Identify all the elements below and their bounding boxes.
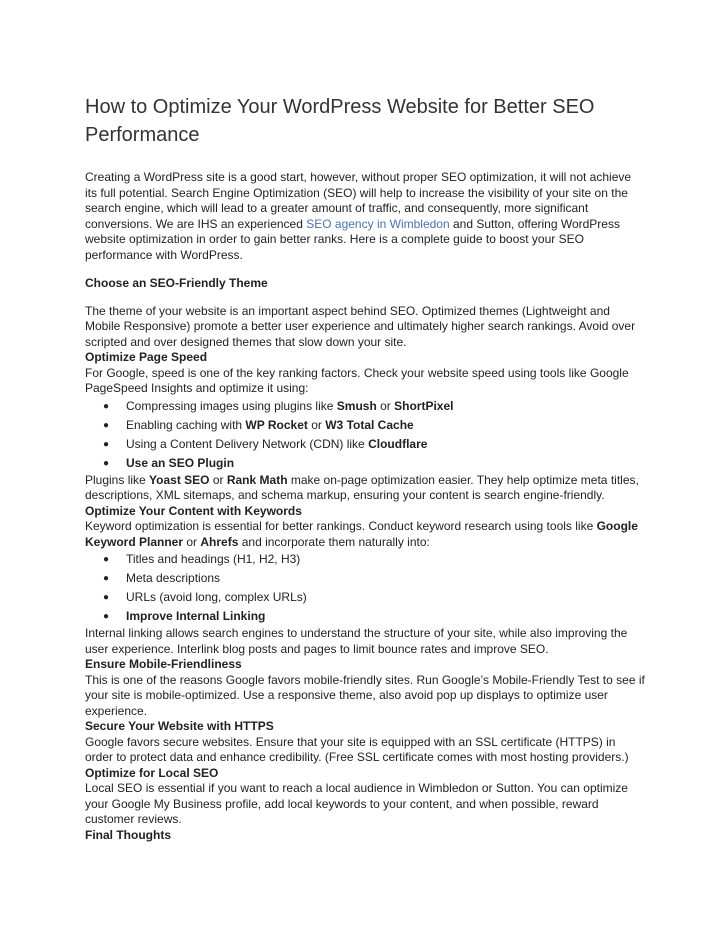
plugin-text: or bbox=[209, 472, 227, 487]
keywords-text: or bbox=[183, 534, 201, 549]
plugin-text: make on-page optimization easier. They help optimize meta titles, descriptions, XML sitemaps, and schema markup, ensuring your content is search engine-friendly. bbox=[85, 472, 639, 502]
plugin-bold: Yoast SEO bbox=[149, 472, 210, 487]
keywords-bold: Ahrefs bbox=[200, 534, 239, 549]
list-item bbox=[85, 550, 645, 569]
list-item-text: Compressing images using plugins like bbox=[126, 398, 337, 413]
list-item bbox=[85, 607, 645, 626]
heading-https: Secure Your Website with HTTPS bbox=[85, 719, 274, 733]
list-item-text: Meta descriptions bbox=[126, 571, 221, 585]
plugin-text: Plugins like bbox=[85, 472, 150, 487]
https-paragraph: Google favors secure websites. Ensure that your site is equipped with an SSL certificate (HTTPS) in order to protect data and enhance credibility. (Free SSL certificate comes with most hosting providers.) bbox=[85, 734, 629, 764]
list-item bbox=[85, 435, 645, 454]
list-item-text: or bbox=[376, 398, 395, 413]
list-item-text: Titles and headings (H1, H2, H3) bbox=[126, 552, 301, 566]
list-item-bold: ShortPixel bbox=[394, 398, 454, 413]
seo-agency-link[interactable]: SEO agency in Wimbledon bbox=[306, 216, 450, 231]
heading-seo-plugin: Use an SEO Plugin bbox=[126, 455, 235, 470]
list-item-text: URLs (avoid long, complex URLs) bbox=[126, 590, 307, 604]
intro-text: Creating a WordPress site is a good start, however, without proper SEO optimization, it will not achieve its full potential. Search Engine Optimization (SEO) will help to increase the visibility of your site on the search engine, which will lead to a greater amount of traffic, and consequently, more significant conversions. We are IHS an experienced bbox=[85, 170, 632, 231]
keywords-bold: Google Keyword Planner bbox=[85, 519, 638, 549]
bullet-icon: ● bbox=[103, 419, 110, 431]
plugin-bold: Rank Math bbox=[226, 472, 288, 487]
list-item bbox=[85, 416, 645, 435]
list-item bbox=[85, 588, 645, 607]
keywords-text: and incorporate them naturally into: bbox=[238, 534, 430, 549]
page-title: How to Optimize Your WordPress Website for Better SEO Performance bbox=[85, 96, 595, 146]
theme-paragraph: The theme of your website is an important aspect behind SEO. Optimized themes (Lightweight and Mobile Responsive) promote a better user experience and ultimately higher search rankings. Avoid over scripted and over designed themes that slow down your site. bbox=[85, 303, 636, 349]
speed-list bbox=[85, 397, 645, 473]
list-item bbox=[85, 454, 645, 473]
list-item-bold: WP Rocket bbox=[245, 417, 308, 432]
local-paragraph: Local SEO is essential if you want to reach a local audience in Wimbledon or Sutton. You can optimize your Google My Business profile, add local keywords to your content, and when possible, reward customer reviews. bbox=[85, 781, 628, 826]
bullet-icon: ● bbox=[103, 573, 110, 584]
heading-local-seo: Optimize for Local SEO bbox=[85, 765, 219, 780]
bullet-icon: ● bbox=[103, 400, 110, 412]
intro-text-continued: and Sutton, offering WordPress website optimization in order to gain better ranks. Here is a complete guide to boost your SEO performance with WordPress. bbox=[85, 216, 620, 262]
list-item-bold: Cloudflare bbox=[368, 436, 428, 451]
list-item-bold: W3 Total Cache bbox=[325, 417, 414, 432]
list-item-text: or bbox=[307, 417, 326, 432]
document-body bbox=[85, 93, 645, 843]
list-item-text: Enabling caching with bbox=[126, 417, 246, 432]
keywords-list bbox=[85, 550, 645, 626]
plugin-paragraph bbox=[85, 473, 645, 504]
bullet-icon: ● bbox=[103, 592, 110, 603]
mobile-paragraph: This is one of the reasons Google favors mobile-friendly sites. Run Google’s Mobile-Friendly Test to see if your site is mobile-optimized. Use a responsive theme, also avoid pop up displays to optimize user experience. bbox=[85, 672, 645, 718]
bullet-icon: ● bbox=[103, 438, 110, 450]
heading-page-speed: Optimize Page Speed bbox=[85, 350, 208, 364]
bullet-icon: ● bbox=[103, 457, 110, 469]
linking-paragraph: Internal linking allows search engines to understand the structure of your site, while also improving the user experience. Interlink blog posts and pages to limit bounce rates and improve SEO. bbox=[85, 626, 628, 656]
bullet-icon: ● bbox=[103, 554, 110, 565]
intro-paragraph bbox=[85, 170, 645, 263]
speed-paragraph: For Google, speed is one of the key ranking factors. Check your website speed using tools like Google PageSpeed Insights and optimize it using: bbox=[85, 365, 629, 395]
keywords-paragraph bbox=[85, 519, 645, 550]
bullet-icon: ● bbox=[103, 611, 110, 622]
heading-final-thoughts: Final Thoughts bbox=[85, 827, 171, 842]
heading-mobile: Ensure Mobile-Friendliness bbox=[85, 657, 242, 671]
keywords-text: Keyword optimization is essential for better rankings. Conduct keyword research using tools like bbox=[85, 519, 597, 533]
list-item-text: Using a Content Delivery Network (CDN) like bbox=[126, 436, 369, 451]
list-item bbox=[85, 569, 645, 588]
heading-keywords: Optimize Your Content with Keywords bbox=[85, 503, 302, 518]
heading-theme: Choose an SEO-Friendly Theme bbox=[85, 276, 268, 290]
heading-internal-linking: Improve Internal Linking bbox=[126, 609, 266, 623]
list-item bbox=[85, 397, 645, 416]
list-item-bold: Smush bbox=[336, 398, 377, 413]
